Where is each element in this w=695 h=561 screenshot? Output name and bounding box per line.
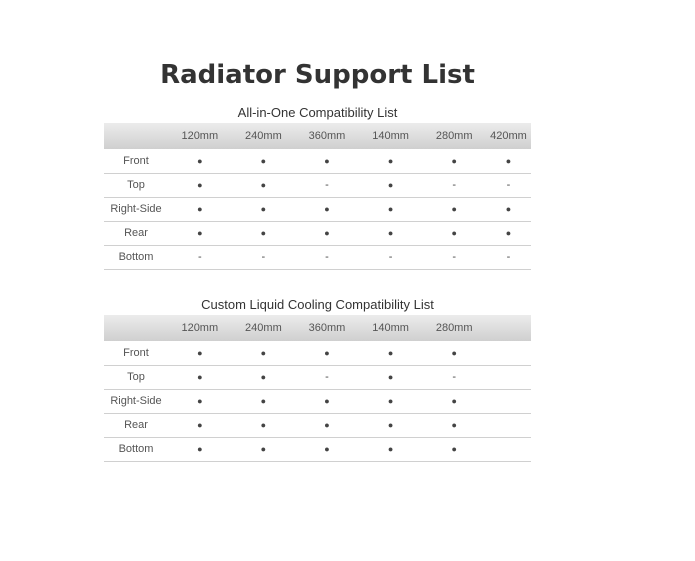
table-header-row (104, 123, 531, 149)
support-mark: ● (197, 396, 203, 406)
support-mark: ● (387, 444, 394, 454)
row-label: Front (123, 154, 149, 167)
support-mark: ● (324, 420, 330, 430)
support-mark: ● (387, 420, 394, 430)
support-mark: ● (197, 204, 203, 214)
support-mark: ● (451, 420, 457, 430)
support-mark: ● (324, 155, 330, 166)
support-mark: - (506, 179, 511, 191)
header-corner-cell (104, 123, 168, 149)
support-mark: ● (260, 204, 267, 214)
support-mark (486, 365, 531, 389)
column-header (486, 315, 531, 341)
support-mark: ● (387, 180, 394, 190)
support-mark: ● (451, 155, 457, 166)
support-mark: ● (387, 372, 394, 382)
support-mark: - (325, 371, 329, 383)
support-mark: - (452, 371, 456, 383)
support-mark: ● (451, 347, 457, 358)
table-row (104, 413, 531, 437)
custom-liquid-compatibility-table (104, 315, 531, 462)
row-label: Right-Side (110, 203, 162, 215)
support-mark: ● (387, 396, 394, 406)
aio-table-caption: All-in-One Compatibility List (237, 105, 398, 120)
table-row (104, 149, 531, 173)
support-mark: ● (197, 347, 203, 358)
column-header: 420mm (490, 130, 527, 142)
column-header: 120mm (181, 322, 219, 334)
column-header: 240mm (245, 130, 282, 142)
table-row (104, 341, 531, 365)
support-mark: ● (197, 444, 203, 454)
support-mark: ● (260, 180, 267, 190)
table-row (104, 221, 531, 245)
custom-liquid-compatibility-section (104, 296, 531, 462)
support-mark: ● (260, 347, 267, 358)
support-mark (486, 437, 531, 461)
row-label: Top (127, 179, 145, 191)
column-header: 140mm (372, 130, 409, 142)
support-mark (486, 413, 531, 437)
support-mark: ● (260, 444, 267, 454)
table-row (104, 437, 531, 461)
column-header: 240mm (245, 322, 282, 334)
support-mark: ● (387, 347, 394, 358)
support-mark: - (325, 251, 329, 263)
header-corner-cell (104, 315, 168, 341)
support-mark: ● (324, 347, 330, 358)
support-mark: ● (324, 228, 330, 238)
support-mark: ● (197, 372, 203, 382)
support-mark: ● (324, 204, 330, 214)
column-header: 140mm (372, 322, 409, 334)
support-mark: - (452, 251, 456, 263)
support-mark: ● (197, 228, 203, 238)
support-mark (486, 389, 531, 413)
row-label: Top (127, 371, 145, 383)
support-mark: ● (260, 420, 267, 430)
page-title: Radiator Support List (160, 60, 475, 90)
support-mark: ● (451, 228, 457, 238)
column-header: 120mm (181, 130, 219, 142)
support-mark: ● (505, 155, 512, 166)
support-mark: ● (197, 155, 203, 166)
support-mark: ● (197, 180, 203, 190)
support-mark: - (261, 251, 266, 263)
column-header: 280mm (435, 322, 473, 334)
support-mark: ● (451, 444, 457, 454)
support-mark: ● (324, 444, 330, 454)
table-row (104, 245, 531, 269)
support-mark: ● (260, 228, 267, 238)
table-header-row (104, 315, 531, 341)
row-label: Bottom (118, 251, 154, 263)
row-label: Rear (124, 227, 148, 239)
table-row (104, 197, 531, 221)
support-mark: ● (260, 372, 267, 382)
row-label: Bottom (118, 443, 154, 455)
support-mark: ● (505, 228, 512, 238)
support-mark: - (506, 251, 511, 263)
support-mark: - (388, 251, 393, 263)
support-mark: ● (260, 396, 267, 406)
aio-compatibility-section (104, 104, 531, 270)
custom-table-caption: Custom Liquid Cooling Compatibility List (201, 297, 434, 312)
support-mark: ● (260, 155, 267, 166)
support-mark: ● (451, 204, 457, 214)
support-mark: ● (324, 396, 330, 406)
support-mark: - (452, 179, 456, 191)
support-mark: ● (387, 204, 394, 214)
support-mark (486, 341, 531, 365)
support-mark: ● (197, 420, 203, 430)
row-label: Right-Side (110, 395, 162, 407)
column-header: 360mm (308, 130, 346, 142)
table-row (104, 173, 531, 197)
support-mark: ● (387, 228, 394, 238)
column-header: 360mm (308, 322, 346, 334)
table-row (104, 365, 531, 389)
support-mark: ● (451, 396, 457, 406)
support-mark: - (197, 251, 202, 263)
support-mark: - (325, 179, 329, 191)
row-label: Front (123, 346, 149, 359)
support-mark: ● (387, 155, 394, 166)
row-label: Rear (124, 419, 148, 431)
support-mark: ● (505, 204, 512, 214)
table-row (104, 389, 531, 413)
aio-compatibility-table (104, 123, 531, 270)
column-header: 280mm (435, 130, 473, 142)
